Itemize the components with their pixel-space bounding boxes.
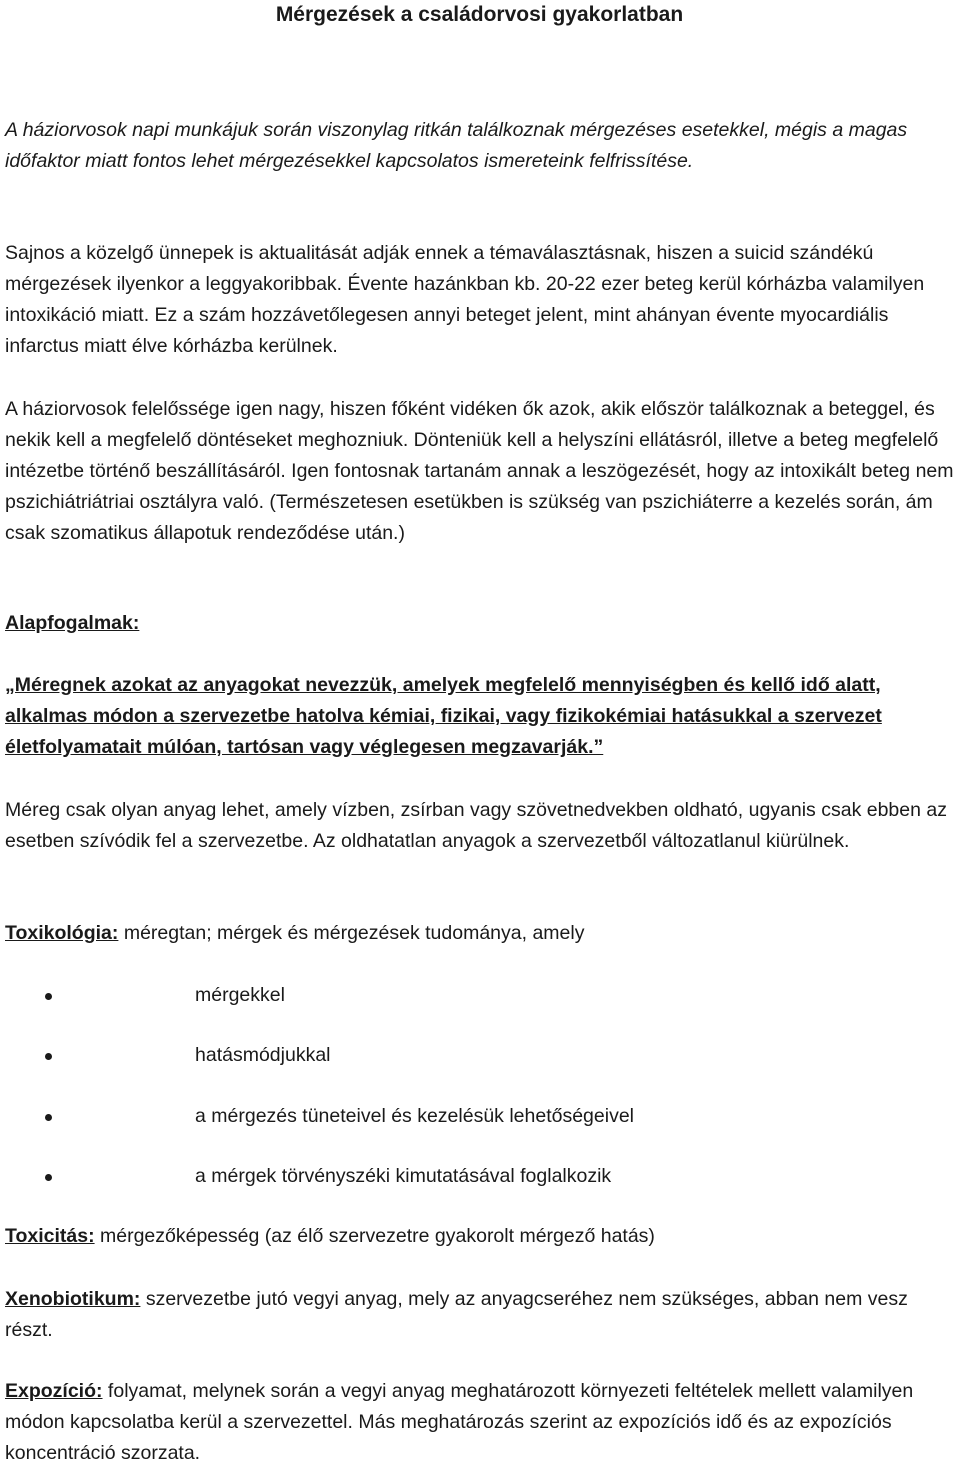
paragraph-holidays: Sajnos a közelgő ünnepek is aktualitását adják ennek a témaválasztásnak, hiszen a suicid szándékú mérgezések ilyenkor a leggyakoribbak. Évente hazánkban kb. 20-22 ezer beteg kerül kórházba valamilyen intoxikáció miatt. Ez a szám hozzávetőlegesen annyi beteget jelent, mint ahányan évente myocardiális infarctus miatt élve kórházba kerülnek. (5, 242, 925, 357)
list-item-text: hatásmódjukkal (195, 1044, 331, 1066)
toxicitas-term: Toxicitás: (5, 1225, 95, 1247)
toxikologia-list (5, 980, 954, 1200)
bullet-icon (45, 1053, 52, 1060)
list-item (5, 1161, 954, 1192)
bullet-icon (45, 1174, 52, 1181)
toxikologia-term: Toxikológia: (5, 922, 119, 944)
intro-paragraph: A háziorvosok napi munkájuk során viszonylag ritkán találkoznak mérgezéses esetekkel, mégis a magas időfaktor miatt fontos lehet mérgezésekkel kapcsolatos ismereteink felfrissítése. (5, 119, 908, 172)
list-item-text: mérgekkel (195, 984, 285, 1006)
toxicitas-definition (5, 1221, 954, 1252)
xenobiotikum-definition (5, 1284, 954, 1346)
xenobiotikum-text: szervezetbe jutó vegyi anyag, mely az anyagcseréhez nem szükséges, abban nem vesz részt. (5, 1288, 908, 1341)
toxicitas-text: mérgezőképesség (az élő szervezetre gyakorolt mérgező hatás) (94, 1225, 655, 1247)
list-item (5, 980, 954, 1011)
expozicio-term: Expozíció: (5, 1380, 103, 1402)
paragraph-solubility: Méreg csak olyan anyag lehet, amely vízben, zsírban vagy szövetnedvekben oldható, ugyanis csak ebben az esetben szívódik fel a szervezetbe. Az oldhatatlan anyagok a szervezetből változatlanul kiürülnek. (5, 799, 947, 852)
expozicio-text: folyamat, melynek során a vegyi anyag meghatározott környezeti feltételek mellett valamilyen módon kapcsolatba kerül a szervezettel. Más meghatározás szerint az expozíciós idő és az expozíciós koncentráció szorzata. (5, 1380, 914, 1464)
bullet-icon (45, 993, 52, 1000)
expozicio-definition (5, 1376, 954, 1469)
list-item (5, 1040, 954, 1071)
toxikologia-text: méregtan; mérgek és mérgezések tudománya, amely (118, 922, 585, 944)
alapfogalmak-heading: Alapfogalmak: (5, 612, 140, 634)
list-item (5, 1101, 954, 1132)
paragraph-responsibility: A háziorvosok felelőssége igen nagy, hiszen főként vidéken ők azok, akik először találkoznak a beteggel, és nekik kell a megfelelő döntéseket meghozniuk. Dönteniük kell a helyszíni ellátásról, illetve a beteg megfelelő intézetbe történő beszállításáról. Igen fontosnak tartanám annak a leszögezését, hogy az intoxikált beteg nem pszichiátriátriai osztályra való. (Természetesen esetükben is szükség van pszichiáterre a kezelés során, ám csak szomatikus állapotuk rendeződése után.) (5, 398, 954, 544)
list-item-text: a mérgek törvényszéki kimutatásával foglalkozik (195, 1165, 612, 1187)
list-item-text: a mérgezés tüneteivel és kezelésük lehetőségeivel (195, 1105, 635, 1127)
xenobiotikum-term: Xenobiotikum: (5, 1288, 141, 1310)
bullet-icon (45, 1114, 52, 1121)
toxikologia-definition (5, 918, 954, 949)
poison-definition-quote: „Méregnek azokat az anyagokat nevezzük, amelyek megfelelő mennyiségben és kellő idő alatt, alkalmas módon a szervezetbe hatolva kémiai, fizikai, vagy fizikokémiai hatásukkal a szervezet életfolyamatait múlóan, tartósan vagy véglegesen megzavarják.” (5, 674, 882, 758)
document-title: Mérgezések a családorvosi gyakorlatban (275, 3, 684, 26)
